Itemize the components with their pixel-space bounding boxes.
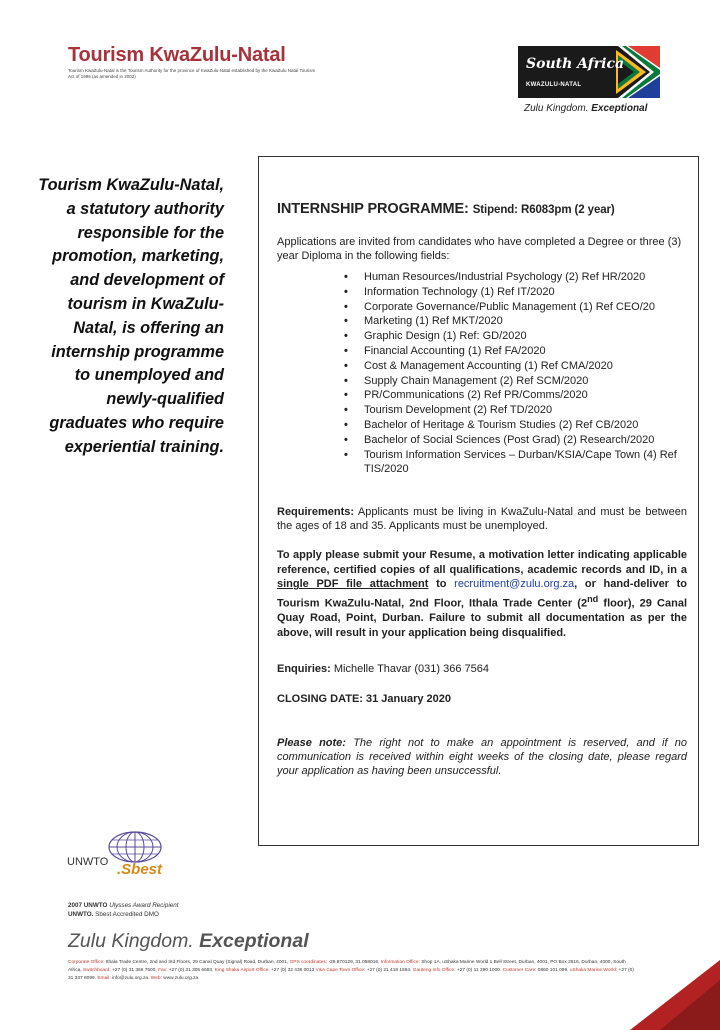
sbest-label: .Sbest [117, 861, 163, 878]
org-title: Tourism KwaZulu-Natal [68, 44, 286, 66]
list-item: • Tourism Development (2) Ref TD/2020 [344, 403, 687, 418]
south-africa-logo [518, 46, 660, 98]
list-item: • Cost & Management Accounting (1) Ref CMA/2020 [344, 359, 687, 374]
advert-box [258, 156, 699, 846]
list-item: • Bachelor of Social Sciences (Post Grad) (2) Research/2020 [344, 433, 687, 448]
enquiries-line: Enquiries: Michelle Thavar (031) 366 7564 [277, 663, 489, 676]
list-item: • Financial Accounting (1) Ref FA/2020 [344, 344, 687, 359]
stipend-text: Stipend: R6083pm (2 year) [472, 204, 615, 216]
note-paragraph: Please note: The right not to make an appointment is reserved, and if no communication is received within eight weeks of the closing date, please regard your application as having been unsuccessful. [277, 737, 687, 778]
corner-accent [630, 960, 720, 1030]
unwto-label: UNWTO [67, 856, 109, 868]
intro-sidebar-text: Tourism KwaZulu-Natal, a statutory authority responsible for the promotion, marketing, and development of tourism in KwaZulu-Natal, is offering an internship programme to unemployed and newly-qualified graduates who require experiential training. [38, 176, 224, 456]
apply-instructions: To apply please submit your Resume, a motivation letter indicating applicable reference, certified copies of all qualifications, academic records and ID, in a single PDF file attachment to recruitment@zulu.org.za, or hand-deliver to Tourism KwaZulu-Natal, 2nd Floor, Ithala Trade Center (2nd floor), 29 Canal Quay Road, Point, Durban. Failure to submit all documentation as per the above, will result in your application being disqualified. [277, 549, 688, 639]
closing-date: CLOSING DATE: 31 January 2020 [277, 693, 452, 706]
list-item: • Graphic Design (1) Ref: GD/2020 [344, 329, 687, 344]
award-text: 2007 UNWTO Ulysses Award Recipient UNWTO. Sbest Accredited DMO [68, 902, 179, 918]
list-item: • Tourism Information Services – Durban/KSIA/Cape Town (4) Ref TIS/2020 [344, 448, 687, 478]
list-item: • Bachelor of Heritage & Tourism Studies (2) Ref CB/2020 [344, 418, 687, 433]
requirements-paragraph: Requirements: Applicants must be living in KwaZulu-Natal and must be between the ages of 18 and 35. Applicants must be unemployed. [277, 506, 687, 533]
requirements-label: Requirements: [277, 506, 355, 519]
sa-logo-text: South Africa [526, 56, 625, 72]
advert-title: INTERNSHIP PROGRAMME: Stipend: R6083pm (2 year) [277, 201, 615, 217]
list-item: • Human Resources/Industrial Psychology (2) Ref HR/2020 [344, 270, 687, 285]
recruitment-email-link[interactable]: recruitment@zulu.org.za [454, 578, 575, 591]
unwto-globe-icon [105, 830, 165, 864]
pdf-attachment-note: single PDF file attachment [277, 578, 429, 591]
sa-flag-graphic [518, 46, 660, 98]
list-item: • Marketing (1) Ref MKT/2020 [344, 314, 687, 329]
list-item: • Information Technology (1) Ref IT/2020 [344, 285, 687, 300]
header-tagline: Zulu Kingdom. Exceptional [524, 103, 648, 114]
sa-logo-region: KWAZULU-NATAL [526, 82, 582, 88]
list-item: • Supply Chain Management (2) Ref SCM/2020 [344, 374, 687, 389]
org-subtitle: Tourism KwaZulu-Natal is the Tourism Authority for the province of KwaZulu-Natal established by the KwaZulu Natal Tourism Act of 1996 (as amended in 2002) [68, 68, 316, 79]
footer-tagline: Zulu Kingdom. Exceptional [68, 930, 309, 952]
footer-contact-details: Corporate Office: Ithala Trade Centre, 2nd and 3rd Floors, 29 Canal Quay (Signal) Road, Durban, 4001, GPS coordinates: -29.870129, 31.058016, Information Office: Shop 1A, uShaka Marine World 1 Bell Street, Durban, 4001, PO Box 2516, Durban, 4000, South Africa, Switchboard: +27 (0) 31 366 7500, Fax: +27 (0) 31 305 6693, King Shaka Airport Office: +27 (0) 32 436 0013 V&A Cape Town Office: +27 (0) 21 418 1684. Gauteng Info Office: +27 (0) 11 390 1000. Customer Care: 0860 101 099. uShaka Marine World: +27 (0) 31 337 8099. Email: info@zulu.org.za. Web: www.zulu.org.za [68, 960, 634, 981]
fields-list [344, 270, 687, 477]
intro-paragraph: Applications are invited from candidates who have completed a Degree or three (3) year Diploma in the following fields: [277, 236, 682, 262]
list-item: • PR/Communications (2) Ref PR/Comms/2020 [344, 388, 687, 403]
list-item: • Corporate Governance/Public Management (1) Ref CEO/20 [344, 300, 687, 315]
